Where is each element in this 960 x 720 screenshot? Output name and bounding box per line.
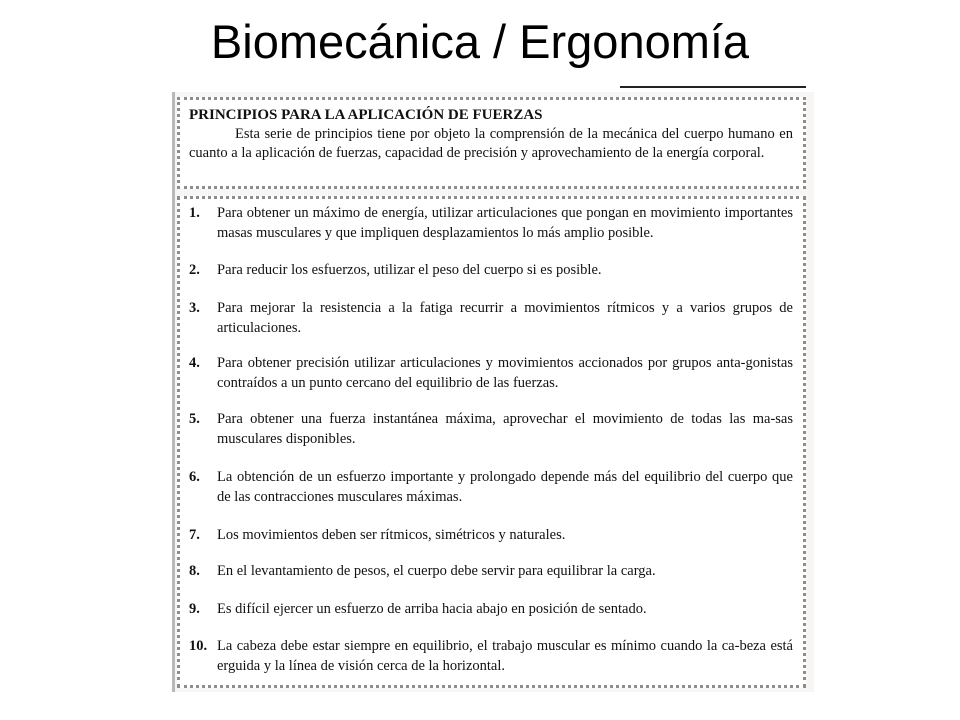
- principle-text: Es difícil ejercer un esfuerzo de arriba hacia abajo en posición de sentado.: [217, 601, 647, 617]
- document-intro: Esta serie de principios tiene por objeto la comprensión de la mecánica del cuerpo humano en cuanto a la aplicación de fuerzas, capacidad de precisión y aprovechamiento de la energía corporal.: [189, 126, 793, 161]
- list-item: [189, 561, 793, 581]
- list-item: [189, 203, 793, 243]
- principle-number: 4.: [189, 355, 200, 371]
- principle-number: 5.: [189, 411, 200, 427]
- list-item: [189, 636, 793, 676]
- principle-number: 3.: [189, 300, 200, 316]
- principle-text: Para reducir los esfuerzos, utilizar el peso del cuerpo si es posible.: [217, 262, 602, 278]
- principle-number: 7.: [189, 527, 200, 543]
- principle-text: En el levantamiento de pesos, el cuerpo debe servir para equilibrar la carga.: [217, 563, 656, 579]
- principle-text: Para mejorar la resistencia a la fatiga recurrir a movimientos rítmicos y a varios grupos de articulaciones.: [217, 300, 793, 336]
- list-item: [189, 409, 793, 449]
- principle-text: La obtención de un esfuerzo importante y prolongado depende más del equilibrio del cuerpo que de las contracciones musculares máximas.: [217, 469, 793, 505]
- principle-text: Para obtener un máximo de energía, utilizar articulaciones que pongan en movimiento importantes masas musculares y que impliquen desplazamientos lo más amplio posible.: [217, 205, 793, 241]
- principle-number: 1.: [189, 205, 200, 221]
- document-heading: PRINCIPIOS PARA LA APLICACIÓN DE FUERZAS: [189, 107, 543, 123]
- slide-title: Biomecánica / Ergonomía: [210, 15, 750, 68]
- intro-box: [177, 97, 806, 189]
- list-item: [189, 260, 793, 280]
- principles-list: [177, 196, 806, 688]
- principle-number: 2.: [189, 262, 200, 278]
- principle-number: 10.: [189, 638, 208, 654]
- list-item: [189, 353, 793, 393]
- principle-text: La cabeza debe estar siempre en equilibrio, el trabajo muscular es mínimo cuando la ca-beza está erguida y la línea de visión cerca de la horizontal.: [217, 638, 793, 674]
- list-item: [189, 467, 793, 507]
- principle-text: Para obtener precisión utilizar articulaciones y movimientos accionados por grupos anta-gonistas contraídos a un punto cercano del equilibrio de las fuerzas.: [217, 355, 793, 391]
- principle-number: 9.: [189, 601, 200, 617]
- principle-number: 6.: [189, 469, 200, 485]
- scan-top-rule: [620, 86, 806, 88]
- principle-text: Para obtener una fuerza instantánea máxima, aprovechar el movimiento de todas las ma-sas musculares disponibles.: [217, 411, 793, 447]
- list-item: [189, 298, 793, 338]
- list-item: [189, 599, 793, 619]
- principle-number: 8.: [189, 563, 200, 579]
- list-item: [189, 525, 793, 545]
- principle-text: Los movimientos deben ser rítmicos, simétricos y naturales.: [217, 527, 566, 543]
